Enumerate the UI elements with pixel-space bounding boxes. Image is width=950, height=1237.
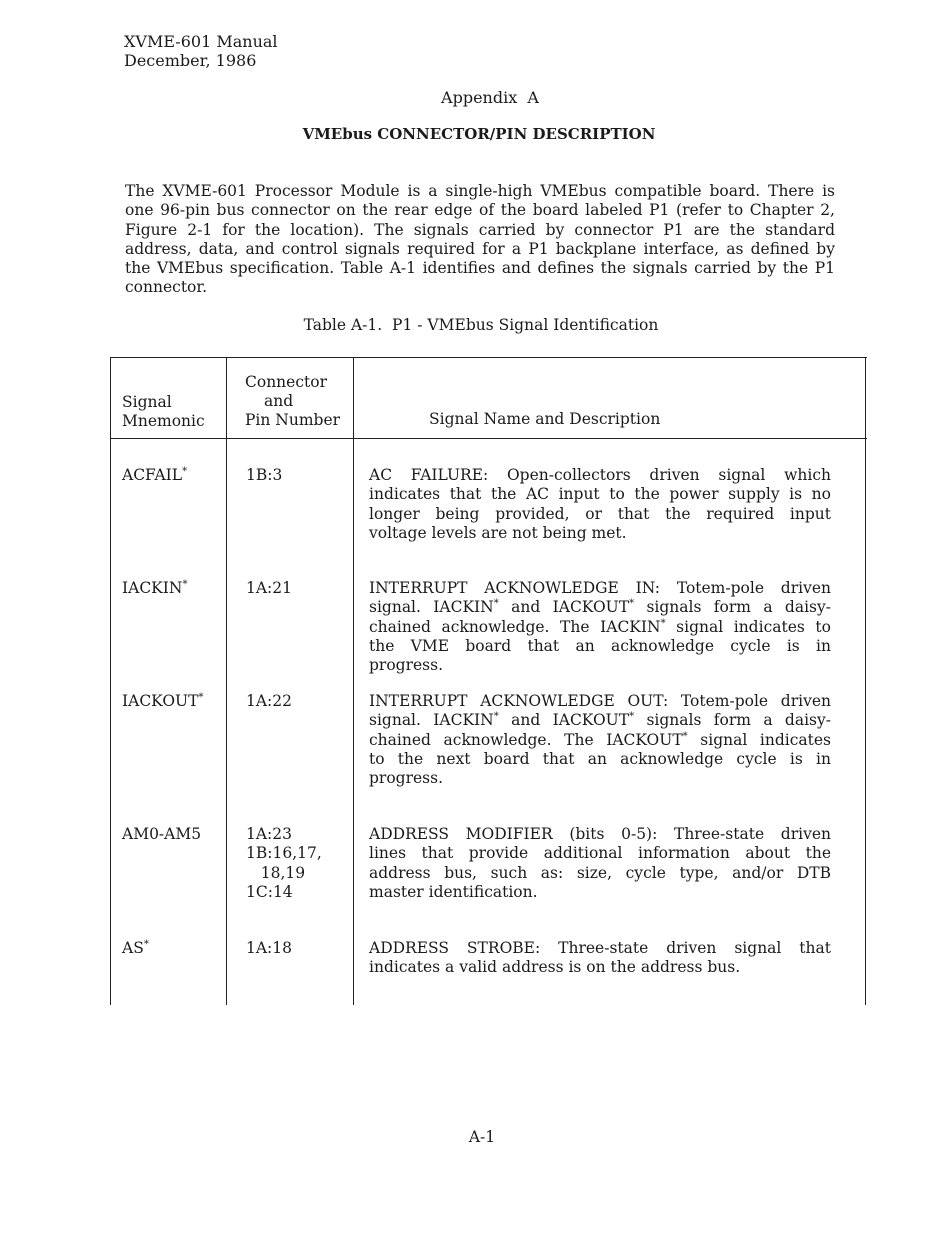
column-divider: [353, 357, 354, 1005]
description-line: the VME board that an acknowledge cycle is in: [369, 636, 831, 655]
signal-description: [369, 579, 831, 675]
signal-mnemonic: IACKIN*: [122, 578, 188, 597]
signal-mnemonic: IACKOUT*: [122, 691, 204, 710]
description-line: chained acknowledge. The IACKOUT* signal indicates: [369, 730, 831, 749]
description-line: progress.: [369, 656, 444, 675]
header-mnemonic-line: Mnemonic: [122, 412, 205, 430]
description-line: lines that provide additional information about the: [369, 844, 831, 863]
description-line: AC FAILURE: Open-collectors driven signal which: [369, 466, 831, 484]
description-line: master identification.: [369, 882, 538, 901]
pin-number: 1A:21: [246, 579, 293, 597]
header-pin-line: Connector: [245, 373, 327, 391]
column-divider: [226, 357, 227, 1005]
description-line: address bus, such as: size, cycle type, and/or DTB: [369, 863, 831, 882]
intro-paragraph: The XVME-601 Processor Module is a single-high VMEbus compatible board. There is one 96-pin bus connector on the rear edge of the board labeled P1 (refer to Chapter 2, Figure 2-1 for the location). The signals carried by connector P1 are the standard address, data, and control signals required for a P1 backplane interface, as defined by the VMEbus specification. Table A-1 identifies and defines the signals carried by the P1 connector.: [125, 182, 835, 297]
description-line: ADDRESS MODIFIER (bits 0-5): Three-state driven: [369, 825, 831, 843]
description-line: indicates that the AC input to the power supply is no: [369, 485, 831, 504]
pin-number: 1A:18: [246, 939, 293, 957]
signal-description: [369, 692, 831, 788]
description-line: chained acknowledge. The IACKIN* signal indicates to: [369, 617, 831, 636]
pin-number: 1A:22: [246, 692, 293, 710]
description-line: ADDRESS STROBE: Three-state driven signal that: [369, 939, 831, 957]
table-left-border: [110, 357, 111, 1005]
description-line: signal. IACKIN* and IACKOUT* signals form a daisy-: [369, 711, 831, 730]
page-number: A-1: [468, 1128, 496, 1146]
appendix-label: Appendix A: [441, 88, 539, 107]
pin-number: 1A:23 1B:16,17, 18,19 1C:14: [246, 825, 322, 901]
header-pin-line: Pin Number: [245, 411, 341, 429]
description-line: to the next board that an acknowledge cycle is in: [369, 749, 831, 768]
header-pin-line: and: [264, 392, 294, 410]
description-line: longer being provided, or that the required input: [369, 504, 831, 523]
manual-title: XVME-601 Manual: [124, 32, 278, 51]
description-line: INTERRUPT ACKNOWLEDGE IN: Totem-pole driven: [369, 579, 831, 597]
table-right-border: [865, 357, 866, 1005]
signal-description: [369, 939, 831, 978]
description-line: signal. IACKIN* and IACKOUT* signals form a daisy-: [369, 598, 831, 617]
signal-description: [369, 466, 831, 543]
description-line: indicates a valid address is on the address bus.: [369, 958, 741, 977]
document-header: [124, 32, 278, 70]
signal-mnemonic: AM0-AM5: [122, 825, 202, 843]
description-line: INTERRUPT ACKNOWLEDGE OUT: Totem-pole driven: [369, 692, 831, 710]
signal-mnemonic: AS*: [122, 938, 149, 957]
header-pin: [245, 373, 340, 430]
header-mnemonic-line: Signal: [122, 393, 172, 411]
header-divider: [110, 438, 867, 439]
page-title: VMEbus CONNECTOR/PIN DESCRIPTION: [302, 125, 656, 143]
table-caption: Table A-1. P1 - VMEbus Signal Identification: [303, 316, 659, 334]
signal-mnemonic: ACFAIL*: [122, 465, 188, 484]
signal-table: [110, 357, 867, 1005]
description-line: progress.: [369, 769, 444, 788]
pin-number: 1B:3: [246, 466, 283, 484]
header-description: Signal Name and Description: [429, 410, 661, 428]
description-line: voltage levels are not being met.: [369, 523, 627, 542]
manual-date: December, 1986: [124, 51, 257, 70]
signal-description: [369, 825, 831, 902]
header-mnemonic: [122, 393, 205, 431]
table-top-border: [110, 357, 867, 358]
